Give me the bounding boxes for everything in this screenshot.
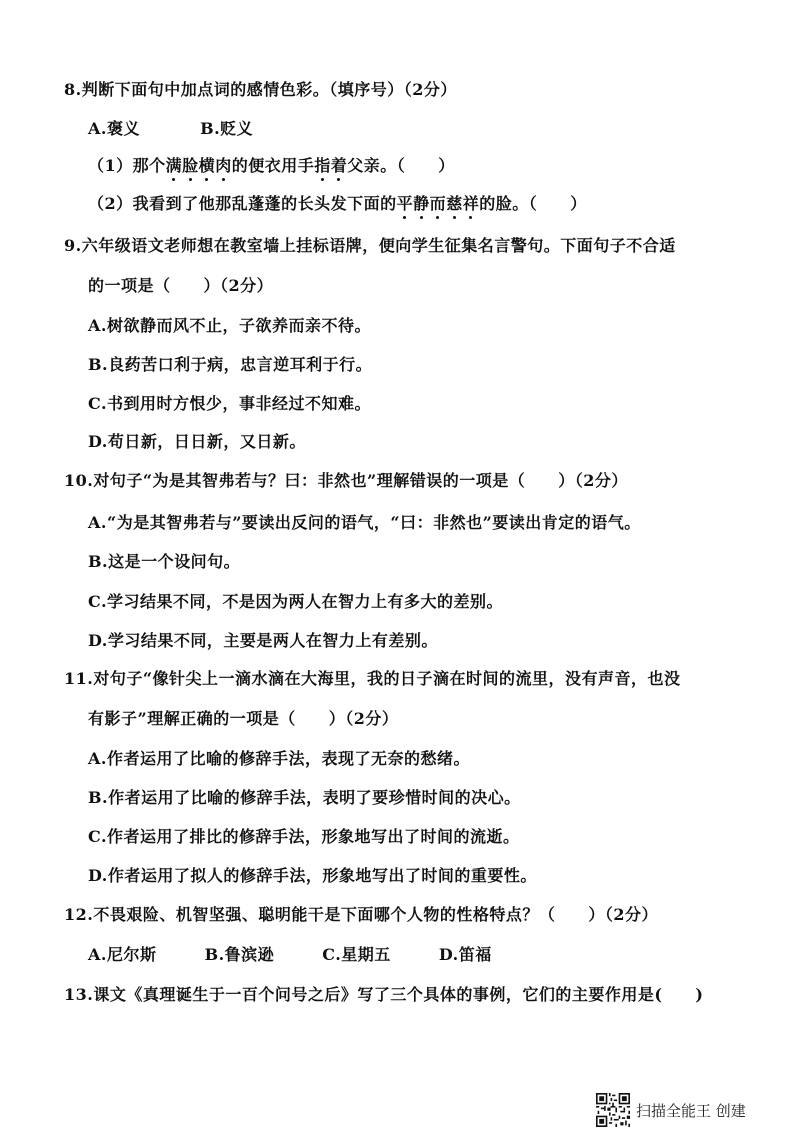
q8-option-a: A.褒义 (88, 119, 140, 138)
dotted-char: 肉 (215, 156, 232, 175)
q8-s1-middle: 的便衣用手 (231, 156, 315, 175)
q8-s1-prefix: （1）那个 (88, 156, 166, 175)
q8-s1-dotted-word-2 (314, 156, 347, 176)
q12-option-c: C.星期五 (322, 945, 391, 964)
q11-option-c: C.作者运用了排比的修辞手法，形象地写出了时间的流逝。 (88, 827, 520, 846)
q12-option-b: B.鲁滨逊 (204, 945, 275, 964)
q9-option-b: B.良药苦口利于病，忠言逆耳利于行。 (88, 355, 373, 374)
q12-option-d: D.笛福 (438, 945, 492, 964)
q12-stem: 12.不畏艰险、机智坚强、聪明能干是下面哪个人物的性格特点？（ ）（2分） (64, 905, 658, 924)
q8-sentence-1 (88, 156, 455, 176)
q13-stem: 13.课文《真理诞生于一百个问号之后》写了三个具体的事例，它们的主要作用是( ) (64, 985, 704, 1004)
q10-option-a: A.“为是其智弗若与”要读出反问的语气，“曰：非然也”要读出肯定的语气。 (88, 513, 641, 532)
dotted-char: 平 (396, 194, 414, 213)
dotted-char: 满 (165, 156, 183, 175)
q8-stem: 8.判断下面句中加点词的感情色彩。（填序号）（2分） (64, 80, 457, 99)
q11-option-a: A.作者运用了比喻的修辞手法，表现了无奈的愁绪。 (88, 749, 470, 768)
dotted-char: 静 (413, 194, 430, 213)
q8-s2-suffix: 的脸。（ ） (479, 194, 587, 213)
q11-option-d: D.作者运用了拟人的修辞手法，形象地写出了时间的重要性。 (88, 866, 537, 885)
q8-option-b: B.贬义 (200, 119, 254, 138)
dotted-char: 横 (198, 156, 216, 175)
dotted-char: 慈 (446, 194, 463, 213)
qr-code-icon (596, 1093, 630, 1127)
watermark-text: 扫描全能王 创建 (636, 1101, 746, 1120)
q8-sentence-2 (88, 194, 587, 214)
dotted-char: 指 (314, 156, 331, 175)
dotted-char: 祥 (462, 194, 480, 213)
q10-option-c: C.学习结果不同，不是因为两人在智力上有多大的差别。 (88, 592, 504, 611)
q9-stem-line-2: 的一项是（ ）（2分） (88, 276, 274, 295)
dotted-char: 脸 (182, 156, 199, 175)
dotted-char: 着 (330, 156, 348, 175)
q11-stem-line-2: 有影子”理解正确的一项是（ ）（2分） (88, 709, 399, 728)
q11-option-b: B.作者运用了比喻的修辞手法，表明了要珍惜时间的决心。 (88, 788, 521, 807)
q12-option-a: A.尼尔斯 (88, 945, 157, 964)
q10-stem: 10.对句子“为是其智弗若与？曰：非然也”理解错误的一项是（ ）（2分） (64, 471, 628, 490)
q12-options (88, 945, 492, 965)
q11-stem-line-1: 11.对句子“像针尖上一滴水滴在大海里，我的日子滴在时间的流里，没有声音，也没 (64, 669, 681, 688)
dotted-char: 而 (429, 194, 447, 213)
q9-option-a: A.树欲静而风不止，子欲养而亲不待。 (88, 316, 371, 335)
q8-s1-dotted-word-1 (166, 156, 232, 176)
q8-s1-suffix: 父亲。（ ） (347, 156, 455, 175)
q10-option-b: B.这是一个设问句。 (88, 552, 241, 571)
q9-option-c: C.书到用时方恨少，事非经过不知难。 (88, 394, 372, 413)
scanner-watermark (596, 1092, 746, 1128)
q9-stem-line-1: 9.六年级语文老师想在教室墙上挂标语牌，便向学生征集名言警句。下面句子不合适 (64, 236, 676, 255)
q10-option-d: D.学习结果不同，主要是两人在智力上有差别。 (88, 631, 438, 650)
q8-s2-dotted-word (397, 194, 480, 214)
q8-options (88, 119, 253, 139)
q8-s2-prefix: （2）我看到了他那乱蓬蓬的长头发下面的 (88, 194, 397, 213)
q9-option-d: D.苟日新，日日新，又日新。 (88, 432, 306, 451)
